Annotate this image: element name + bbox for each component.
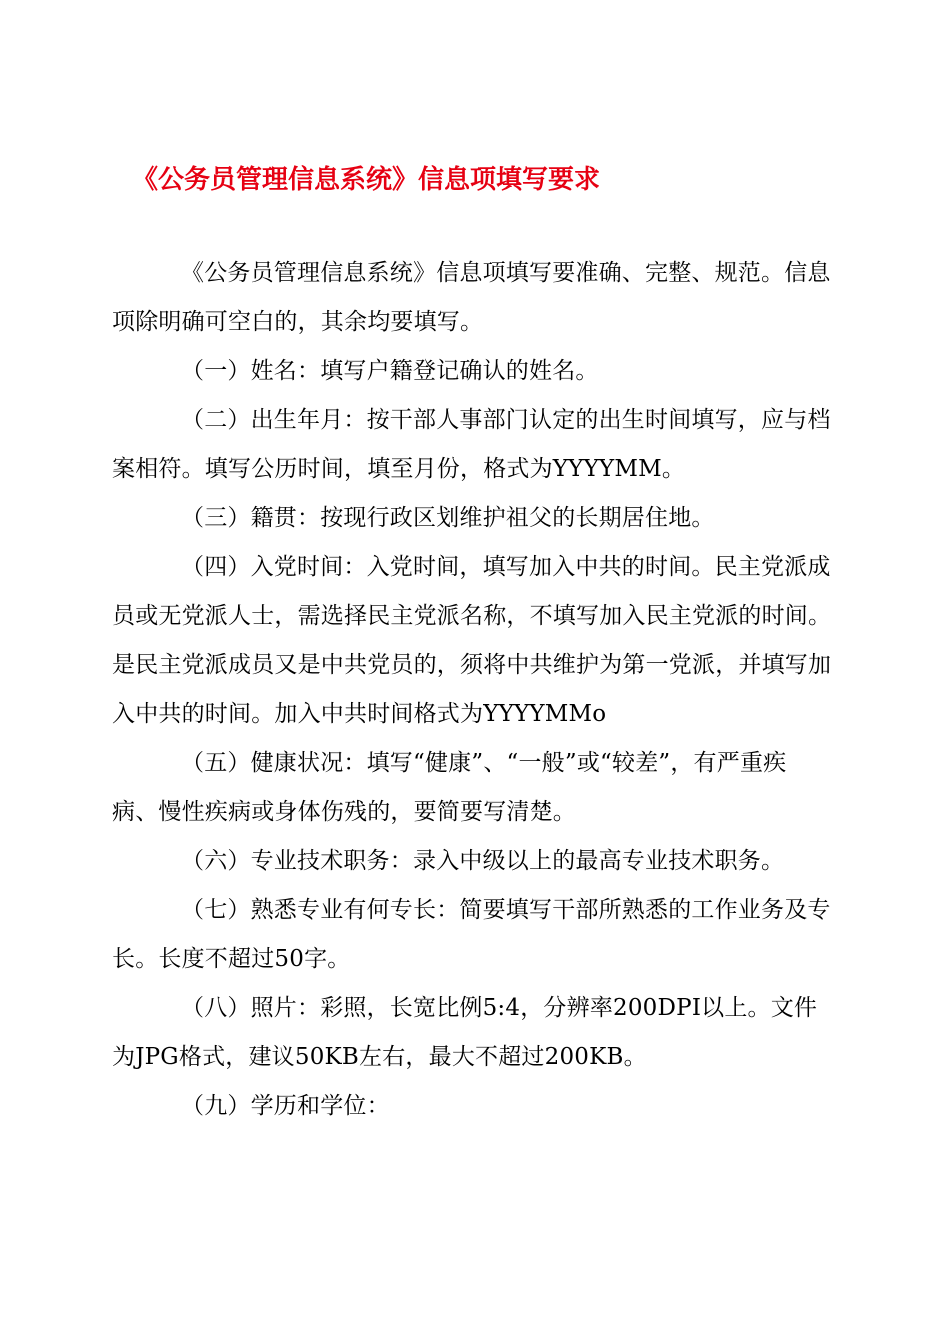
paragraph-native-place: （三）籍贯：按现行政区划维护祖父的长期居住地。	[181, 505, 715, 531]
paragraph-expertise: （七）熟悉专业有何专长：简要填写干部所熟悉的工作业务及专长。长度不超过50字。	[112, 897, 831, 972]
page-title: 《公务员管理信息系统》信息项填写要求	[132, 165, 601, 195]
paragraph-party-join-date: （四）入党时间：入党时间，填写加入中共的时间。民主党派成员或无党派人士，需选择民主党派名称，不填写加入民主党派的时间。是民主党派成员又是中共党员的，须将中共维护为第一党派，并填写加入中共的时间。加入中共时间格式为YYYYMMo	[112, 554, 832, 727]
paragraph-intro: 《公务员管理信息系统》信息项填写要准确、完整、规范。信息项除明确可空白的，其余均要填写。	[112, 260, 831, 335]
paragraph-professional-title: （六）专业技术职务：录入中级以上的最高专业技术职务。	[181, 848, 785, 874]
paragraph-photo: （八）照片：彩照，长宽比例5:4，分辨率200DPI以上。文件为JPG格式，建议50KB左右，最大不超过200KB。	[112, 995, 818, 1070]
paragraph-health-status: （五）健康状况：填写“健康”、“一般”或“较差”，有严重疾病、慢性疾病或身体伤残的，要简要写清楚。	[112, 750, 787, 825]
document-body	[112, 249, 832, 1131]
paragraph-birth-date: （二）出生年月：按干部人事部门认定的出生时间填写，应与档案相符。填写公历时间，填至月份，格式为YYYYMM。	[112, 407, 831, 482]
paragraph-education: （九）学历和学位：	[181, 1093, 390, 1119]
paragraph-name: （一）姓名：填写户籍登记确认的姓名。	[181, 358, 599, 384]
